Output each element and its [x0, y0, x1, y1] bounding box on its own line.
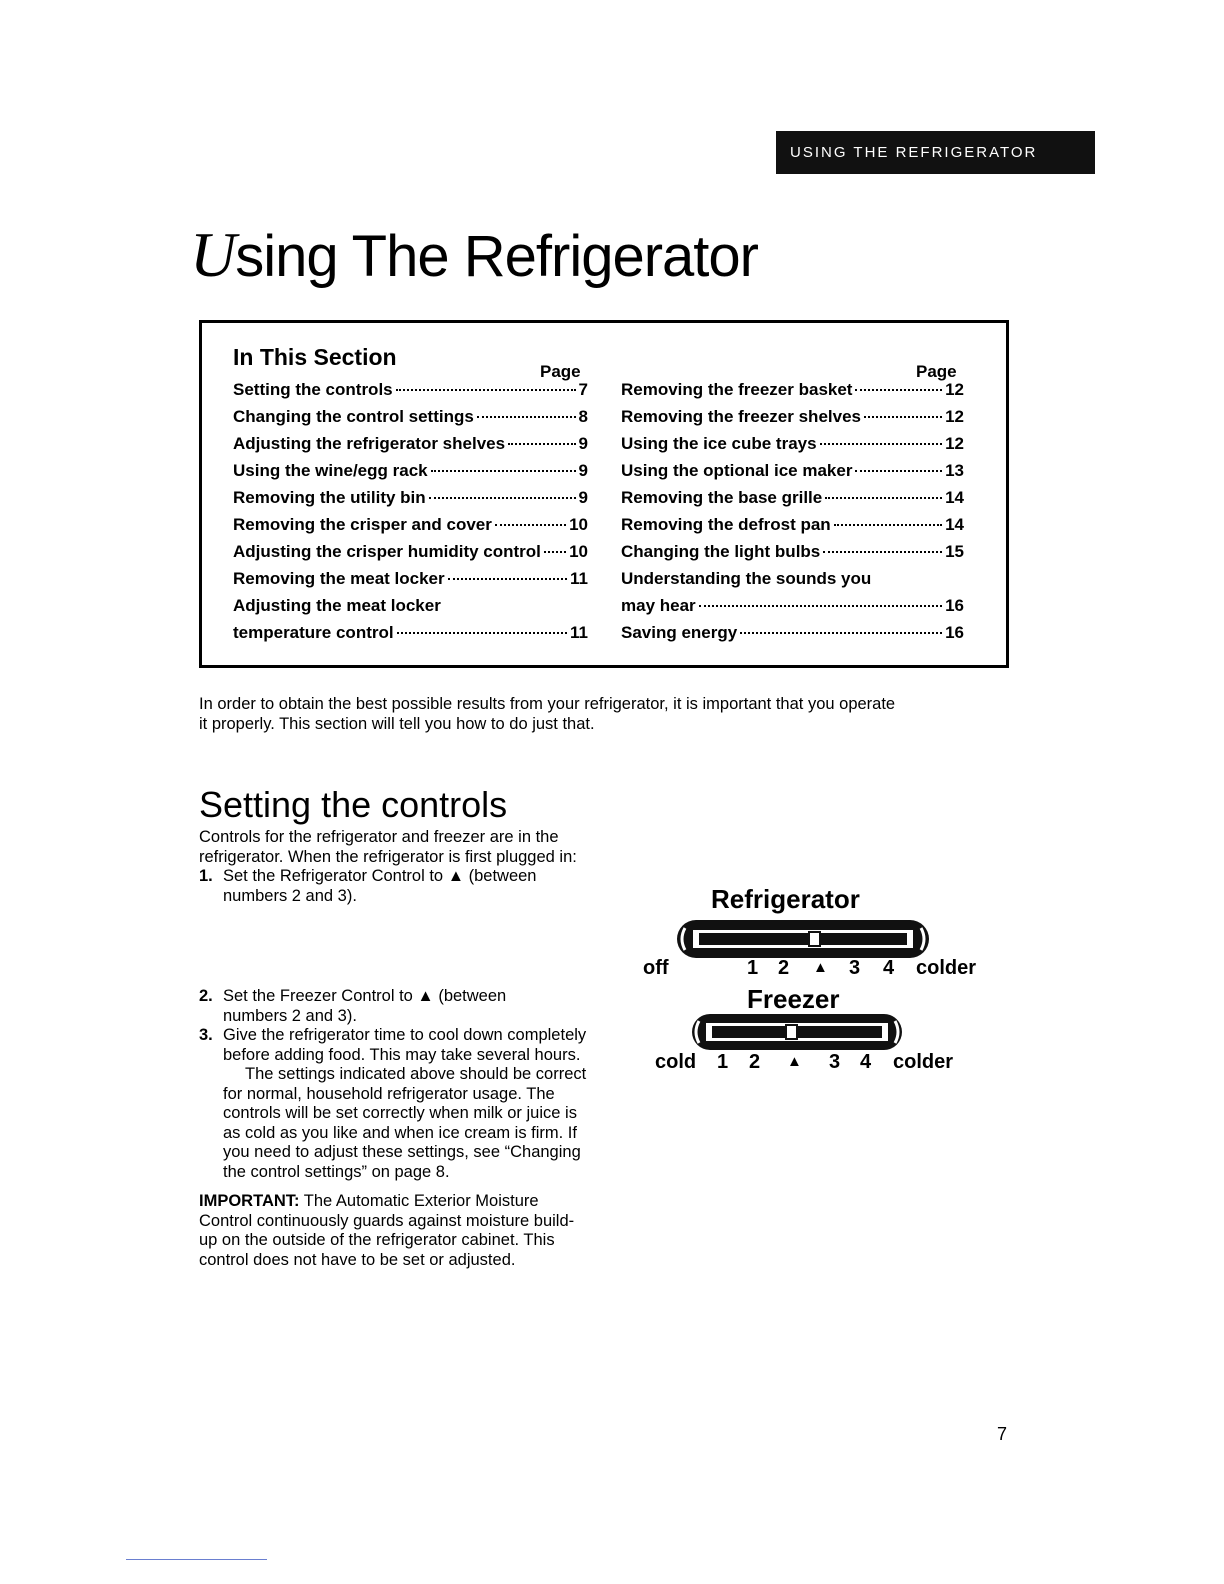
freezer-control-slider — [690, 1012, 904, 1052]
freezer-control-scale — [655, 1051, 975, 1075]
freezer-slider-knob — [786, 1025, 797, 1039]
scale-number: 1 — [747, 957, 759, 979]
scale-label-right: colder — [893, 1051, 954, 1073]
toc-entry: temperature control 11 — [233, 623, 588, 642]
toc-entry: Removing the defrost pan 14 — [621, 515, 964, 534]
intro-paragraph — [199, 694, 1019, 734]
toc-entry: Removing the meat locker 11 — [233, 569, 588, 588]
step-3-note: The settings indicated above should be correct for normal, household refrigerator usage. The controls will be set correctly when milk or juice is as cold as you like and when ice cream is firm. If you need to adjust these settings, see “Changing the control settings” on page 8. — [223, 1065, 587, 1181]
scale-label-left: cold — [655, 1051, 697, 1073]
toc-entry: Removing the utility bin 9 — [233, 488, 588, 507]
toc-entry: Removing the base grille 14 — [621, 488, 964, 507]
toc-right-column — [621, 380, 964, 650]
triangle-mark-icon: ▲ — [813, 959, 828, 976]
scale-label-right: colder — [916, 957, 977, 979]
refrigerator-control-title: Refrigerator — [711, 884, 860, 914]
toc-entry: Removing the freezer shelves 12 — [621, 407, 964, 426]
toc-entry: Adjusting the meat locker — [233, 596, 441, 615]
toc-entry: Setting the controls 7 — [233, 380, 588, 399]
toc-entry: Removing the freezer basket 12 — [621, 380, 964, 399]
step-3: 3. Give the refrigerator time to cool down completely before adding food. This may take several hours. The settings indicated above should be correct for normal, household refrigerator usage. The controls will be set correctly when milk or juice is as cold as you like and when ice cream is firm. If you need to adjust these settings, see “Changing the control settings” on page 8. — [199, 1026, 599, 1182]
intro-line: In order to obtain the best possible results from your refrigerator, it is important that you operate — [199, 695, 896, 713]
section-header-tab — [776, 131, 1095, 174]
step-1: 1. Set the Refrigerator Control to ▲ (between numbers 2 and 3). — [199, 867, 599, 906]
toc-entry: Using the optional ice maker 13 — [621, 461, 964, 480]
page-number: 7 — [997, 1424, 1008, 1444]
scale-number: 2 — [778, 957, 790, 979]
toc-page-label-right: Page — [916, 362, 957, 381]
scale-number: 4 — [860, 1051, 872, 1073]
title-rest: sing The Refrigerator — [235, 224, 758, 289]
footer-rule — [126, 1559, 267, 1560]
toc-left-column — [233, 380, 588, 650]
section-title: Setting the controls — [199, 784, 508, 825]
toc-entry: may hear 16 — [621, 596, 964, 615]
scale-label-left: off — [643, 957, 669, 979]
lead-paragraph: Controls for the refrigerator and freezer are in the refrigerator. When the refrigerator is first plugged in: — [199, 828, 577, 866]
triangle-mark-icon: ▲ — [787, 1053, 802, 1070]
important-note — [199, 1192, 589, 1270]
scale-number: 3 — [849, 957, 861, 979]
toc-entry: Using the ice cube trays 12 — [621, 434, 964, 453]
toc-page-label-left: Page — [540, 362, 581, 381]
important-label: IMPORTANT: — [199, 1192, 300, 1210]
toc-entry: Saving energy 16 — [621, 623, 964, 642]
toc-entry: Adjusting the refrigerator shelves 9 — [233, 434, 588, 453]
step-1-text: Set the Refrigerator Control to ▲ (between numbers 2 and 3). — [223, 867, 537, 905]
toc-entry: Adjusting the crisper humidity control 10 — [233, 542, 588, 561]
refrigerator-control-scale — [643, 957, 988, 981]
intro-line: it properly. This section will tell you how to do just that. — [199, 715, 595, 733]
toc-heading: In This Section — [233, 344, 397, 370]
toc-entry: Changing the light bulbs 15 — [621, 542, 964, 561]
freezer-control-title: Freezer — [747, 984, 840, 1014]
scale-number: 1 — [717, 1051, 729, 1073]
refrigerator-slider-knob — [809, 932, 820, 946]
scale-number: 2 — [749, 1051, 761, 1073]
important-text: The Automatic Exterior Moisture Control continuously guards against moisture build-up on the outside of the refrigerator cabinet. This control does not have to be set or adjusted. — [199, 1192, 575, 1269]
refrigerator-control-slider — [675, 918, 931, 960]
step-2-text: Set the Freezer Control to ▲ (between numbers 2 and 3). — [223, 987, 507, 1025]
section-lead — [199, 828, 599, 906]
toc-entry: Changing the control settings 8 — [233, 407, 588, 426]
scale-number: 3 — [829, 1051, 841, 1073]
title-initial: U — [190, 219, 236, 290]
toc-entry: Removing the crisper and cover 10 — [233, 515, 588, 534]
section-steps — [199, 987, 599, 1270]
section-header-label: USING THE REFRIGERATOR — [790, 144, 1038, 161]
step-3-text: Give the refrigerator time to cool down completely before adding food. This may take several hours. — [223, 1026, 587, 1064]
scale-number: 4 — [883, 957, 895, 979]
step-2: 2. Set the Freezer Control to ▲ (between numbers 2 and 3). — [199, 987, 599, 1026]
page-title — [190, 218, 758, 292]
toc-entry: Using the wine/egg rack 9 — [233, 461, 588, 480]
toc-entry: Understanding the sounds you — [621, 569, 872, 588]
